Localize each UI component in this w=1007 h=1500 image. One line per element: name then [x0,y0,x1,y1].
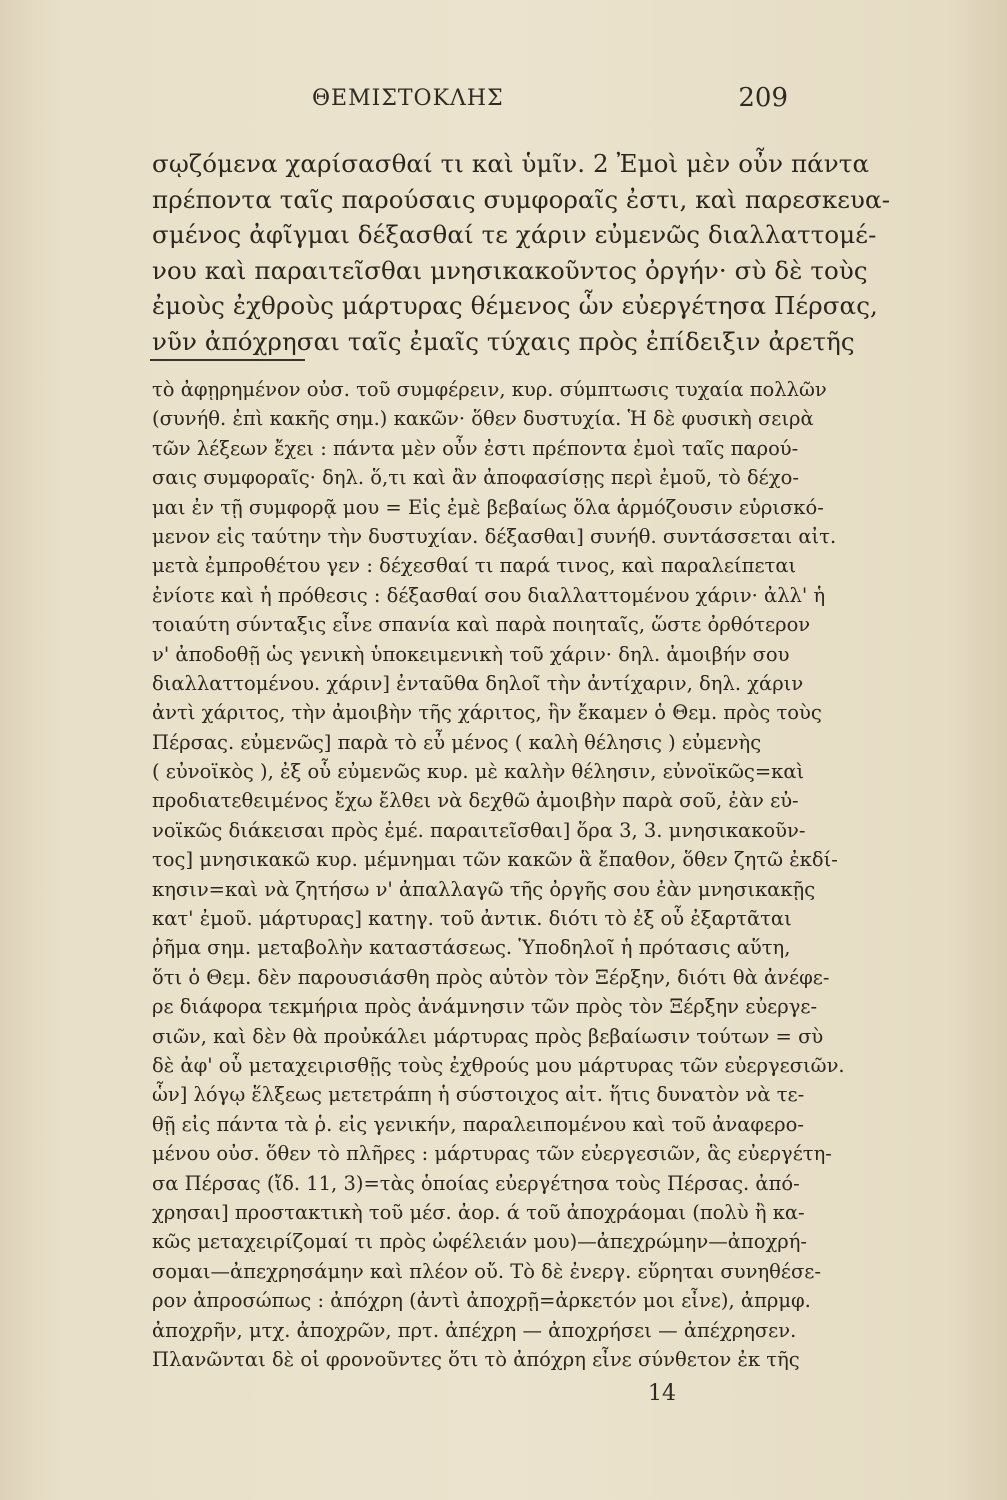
note-line: Πλανῶνται δὲ οἱ φρονοῦντες ὅτι τὸ ἀπόχρη εἶνε σύνθετον ἐκ τῆς [152,1347,800,1371]
note-line: προδιατεθειμένος ἔχω ἔλθει νὰ δεχθῶ ἀμοιβὴν παρὰ σοῦ, ἐὰν εὐ- [152,789,799,813]
page-number: 209 [738,83,788,113]
note-line: τῶν λέξεων ἔχει : πάντα μὲν οὖν ἐστι πρέποντα ἐμοὶ ταῖς παρού- [152,436,799,460]
note-line: ρε διάφορα τεκμήρια πρὸς ἀνάμνησιν τῶν πρὸς τὸν Ξέρξην εὐεργε- [152,995,818,1019]
note-line: ὧν] λόγῳ ἕλξεως μετετράπη ἡ σύστοιχος αἰτ. ἥτις δυνατὸν νὰ τε- [152,1083,805,1107]
note-line: σιῶν, καὶ δὲν θὰ προὐκάλει μάρτυρας πρὸς βεβαίωσιν τούτων = σὺ [152,1024,824,1048]
note-line: μένου οὐσ. ὅθεν τὸ πλῆρες : μάρτυρας τῶν εὐεργεσιῶν, ἃς εὐεργέτη- [152,1142,832,1166]
note-line: κατ' ἐμοῦ. μάρτυρας] κατηγ. τοῦ ἀντικ. διότι τὸ ἐξ οὗ ἐξαρτᾶται [152,907,792,931]
footnote-divider [150,359,305,361]
note-line: μαι ἐν τῇ συμφορᾷ μου = Εἰς ἐμὲ βεβαίως ὅλα ἁρμόζουσιν εὑρισκό- [152,495,824,519]
note-line: δὲ ἀφ' οὗ μεταχειρισθῇς τοὺς ἐχθρούς μου μάρτυρας τῶν εὐεργεσιῶν. [152,1053,845,1077]
note-line: σομαι—ἀπεχρησάμην καὶ πλέον οὔ. Τὸ δὲ ἐνεργ. εὕρηται συνηθέσε- [152,1259,821,1283]
note-line: κῶς μεταχειρίζομαί τι πρὸς ὠφέλειάν μου)—ἀπεχρώμην—ἀποχρή- [152,1230,807,1254]
running-title: ΘΕΜΙΣΤΟΚΛΗΣ [312,86,504,111]
note-line: ἀντὶ χάριτος, τὴν ἀμοιβὴν τῆς χάριτος, ἣν ἔκαμεν ὁ Θεμ. πρὸς τοὺς [152,701,822,725]
note-line: τοιαύτη σύνταξις εἶνε σπανία καὶ παρὰ ποιηταῖς, ὥστε ὀρθότερον [152,613,811,637]
note-line: νοϊκῶς διάκεισαι πρὸς ἐμέ. παραιτεῖσθαι] ὅρα 3, 3. μνησικακοῦν- [152,818,806,842]
note-line: ρον ἀπροσώπως : ἀπόχρη (ἀντὶ ἀποχρῇ=ἀρκετόν μοι εἶνε), ἀπρμφ. [152,1289,811,1313]
note-line: θῇ εἰς πάντα τὰ ῥ. εἰς γενικήν, παραλειπομένου καὶ τοῦ ἀναφερο- [152,1112,804,1136]
note-line: ν' ἀποδοθῇ ὡς γενικὴ ὑποκειμενικὴ τοῦ χάριν· δηλ. ἀμοιβήν σου [152,642,790,666]
main-text-line: σμένος ἀφῖγμαι δέξασθαί τε χάριν εὐμενῶς διαλλαττομέ- [152,220,877,249]
note-line: ἀποχρῆν, μτχ. ἀποχρῶν, πρτ. ἀπέχρη — ἀποχρήσει — ἀπέχρησεν. [152,1318,797,1342]
note-line: ὅτι ὁ Θεμ. δὲν παρουσιάσθη πρὸς αὐτὸν τὸν Ξέρξην, διότι θὰ ἀνέφε- [152,965,830,989]
note-line: ἐνίοτε καὶ ἡ πρόθεσις : δέξασθαί σου διαλλαττομένου χάριν· ἀλλ' ἡ [152,583,826,607]
note-line: ῥῆμα σημ. μεταβολὴν καταστάσεως. Ὑποδηλοῖ ἡ πρότασις αὕτη, [152,936,791,960]
note-line: διαλλαττομένου. χάριν] ἐνταῦθα δηλοῖ τὴν ἀντίχαριν, δηλ. χάριν [152,671,804,695]
main-text-line: πρέποντα ταῖς παρούσαις συμφοραῖς ἐστι, καὶ παρεσκευα- [152,184,891,214]
note-line: χρησαι] προστακτικὴ τοῦ μέσ. ἀορ. ά τοῦ ἀποχράομαι (πολὺ ἢ κα- [152,1200,805,1224]
note-line: κησιν=καὶ νὰ ζητήσω ν' ἀπαλλαγῶ τῆς ὀργῆς σου ἐὰν μνησικακῇς [152,877,816,901]
note-line: τὸ ἀφῃρημένον οὐσ. τοῦ συμφέρειν, κυρ. σύμπτωσις τυχαία πολλῶν [152,378,827,401]
note-line: μετὰ ἐμπροθέτου γεν : δέχεσθαί τι παρά τινος, καὶ παραλείπεται [152,554,797,578]
page-header [228,83,788,120]
main-text [152,146,891,359]
note-line: σαις συμφοραῖς· δηλ. ὅ,τι καὶ ἂν ἀποφασίσῃς περὶ ἐμοῦ, τὸ δέχο- [152,466,799,490]
main-text-line: σῳζόμενα χαρίσασθαί τι καὶ ὑμῖν. 2 Ἐμοὶ μὲν οὖν πάντα [152,149,870,178]
main-text-line: νῦν ἀπόχρησαι ταῖς ἐμαῖς τύχαις πρὸς ἐπίδειξιν ἀρετῆς [152,326,855,356]
note-line: Πέρσας. εὐμενῶς] παρὰ τὸ εὖ μένος ( καλὴ θέλησις ) εὐμενὴς [152,730,762,754]
signature-mark: 14 [648,1381,676,1406]
note-line: τος] μνησικακῶ κυρ. μέμνημαι τῶν κακῶν ἃ ἔπαθον, ὅθεν ζητῶ ἐκδί- [152,848,838,872]
commentary-notes [152,375,845,1374]
note-line: ( εὐνοϊκὸς ), ἐξ οὗ εὐμενῶς κυρ. μὲ καλὴν θέλησιν, εὐνοϊκῶς=καὶ [152,760,805,784]
note-line: (συνήθ. ἐπὶ κακῆς σημ.) κακῶν· ὅθεν δυστυχία. Ἡ δὲ φυσικὴ σειρὰ [152,407,814,431]
main-text-line: ἐμοὺς ἐχθροὺς μάρτυρας θέμενος ὧν εὐεργέτησα Πέρσας, [152,291,878,320]
note-line: σα Πέρσας (ἴδ. 11, 3)=τὰς ὁποίας εὐεργέτησα τοὺς Πέρσας. ἀπό- [152,1171,800,1195]
note-line: μενον εἰς ταύτην τὴν δυστυχίαν. δέξασθαι] συνήθ. συντάσσεται αἰτ. [152,524,837,548]
main-text-line: νου καὶ παραιτεῖσθαι μνησικακοῦντος ὀργήν· σὺ δὲ τοὺς [152,255,868,285]
